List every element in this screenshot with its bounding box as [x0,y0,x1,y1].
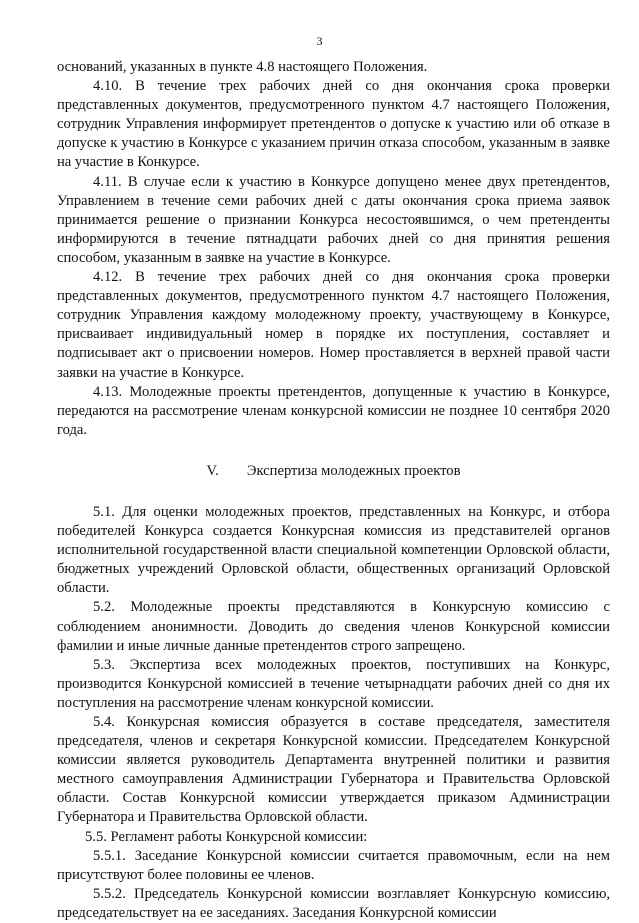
document-body [57,58,610,923]
paragraph-5-2: 5.2. Молодежные проекты представляются в Конкурсную комиссию с соблюдением анонимности. Доводить до сведения членов Конкурсной комиссии фамилии и иные личные данные претендентов строго запрещено. [57,599,610,654]
paragraph-4-13: 4.13. Молодежные проекты претендентов, допущенные к участию в Конкурсе, передаются на рассмотрение членам конкурсной комиссии не позднее 10 сентября 2020 года. [57,383,610,438]
section-number: V. [206,462,219,479]
paragraph-5-5-2: 5.5.2. Председатель Конкурсной комиссии возглавляет Конкурсную комиссию, председательствует на ее заседаниях. Заседания Конкурсной комиссии [57,885,610,921]
paragraph-5-5-1: 5.5.1. Заседание Конкурсной комиссии считается правомочным, если на нем присутствуют более половины ее членов. [57,847,610,883]
paragraph-4-12: 4.12. В течение трех рабочих дней со дня окончания срока проверки представленных документов, предусмотренного пунктом 4.7 настоящего Положения, сотрудник Управления каждому молодежному проекту, участвующему в Конкурсе, присваивает индивидуальный номер в порядке их поступления, составляет и подписывает акт о присвоении номеров. Номер проставляется в верхней правой части заявки на участие в Конкурсе. [57,269,610,381]
page-number: 3 [316,34,323,48]
paragraph-4-11: 4.11. В случае если к участию в Конкурсе допущено менее двух претендентов, Управлением в течение семи рабочих дней с даты окончания срока приема заявок принимается решение о признании Конкурса несостоявшимся, о чем претенденты информируются в течение пятнадцати рабочих дней со дня принятия решения способом, указанным в заявке на участие в Конкурсе. [57,173,610,266]
paragraph-5-1: 5.1. Для оценки молодежных проектов, представленных на Конкурс, и отбора победителей Конкурса создается Конкурсная комиссия из представителей органов исполнительной государственной власти специальной компетенции Орловской области, бюджетных учреждений Орловской области, общественных организаций Орловской области. [57,503,610,597]
paragraph-5-4: 5.4. Конкурсная комиссия образуется в составе председателя, заместителя председателя, членов и секретаря Конкурсной комиссии. Председателем Конкурсной комиссии является руководитель Департамента внутренней политики и развития местного самоуправления Администрации Губернатора и Правительства Орловской области. Состав Конкурсной комиссии утверждается приказом Администрации Губернатора и Правительства Орловской области. [57,714,610,826]
paragraph-continuation: оснований, указанных в пункте 4.8 настоящего Положения. [57,59,428,75]
paragraph-5-3: 5.3. Экспертиза всех молодежных проектов, поступивших на Конкурс, производится Конкурсной комиссией в течение четырнадцати рабочих дней со дня их поступления на рассмотрение членам конкурсной комиссии. [57,656,610,711]
section-heading [57,462,610,481]
section-title: Экспертиза молодежных проектов [246,462,461,479]
paragraph-5-5: 5.5. Регламент работы Конкурсной комиссии: [85,828,368,845]
paragraph-4-10: 4.10. В течение трех рабочих дней со дня окончания срока проверки представленных документов, предусмотренного пунктом 4.7 настоящего Положения, сотрудник Управления информирует претендентов о допуске к участию или об отказе в допуске к участию в Конкурсе с указанием причин отказа способом, указанным в заявке на участие в Конкурсе. [57,78,610,171]
